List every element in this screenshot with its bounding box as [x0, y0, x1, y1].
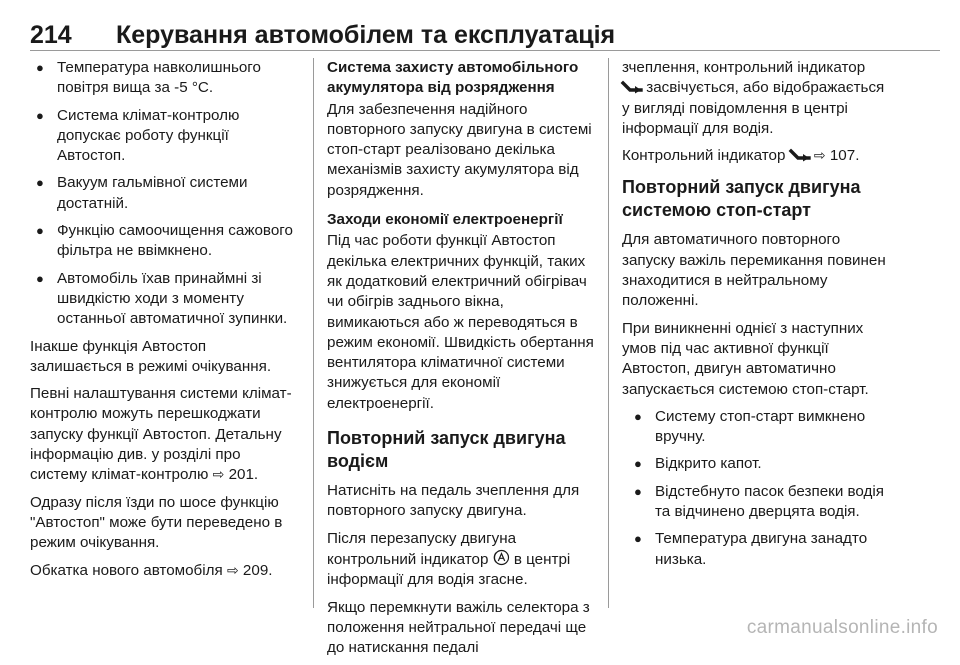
- page-title: Керування автомобілем та експлуатація: [116, 21, 616, 49]
- section-heading: Система захисту автомобільного акумулятора від розрядження: [327, 59, 579, 97]
- page-ref-arrow-icon: ⇨: [212, 467, 225, 484]
- conditions-list: [30, 58, 300, 330]
- paragraph: Для автоматичного повторного запуску важіль перемикання повинен знаходитися в нейтральному положенні.: [622, 231, 886, 310]
- section-heading-large: Повторний запуск двигуна системою стоп-старт: [622, 177, 861, 221]
- column-1: [30, 58, 300, 588]
- paragraph: Для забезпечення надійного повторного запуску двигуна в системі стоп-старт реалізовано декілька механізмів захисту акумулятора від розрядження.: [327, 100, 592, 199]
- paragraph: Якщо перемкнути важіль селектора з положення нейтральної передачі ще до натискання педалі: [327, 598, 590, 657]
- list-item: ● Відкрито капот.: [622, 454, 887, 474]
- page-ref-link[interactable]: 209.: [242, 561, 273, 579]
- page-ref-arrow-icon: ⇨: [226, 562, 239, 579]
- paragraph: Одразу після їзди по шосе функцію "Автостоп" може бути переведено в режим очікування.: [30, 493, 283, 552]
- page-ref-link[interactable]: 107.: [829, 147, 860, 165]
- paragraph: Після перезапуску двигуна контрольний індикатор в центрі інформації для водія згасне.: [327, 529, 571, 589]
- paragraph: зчеплення, контрольний індикатор засвічується, або відображається у вигляді повідомлення в центрі інформації для водія.: [622, 59, 885, 137]
- page-header: [30, 8, 940, 50]
- list-item: ● Температура навколишнього повітря вища за -5 °C.: [30, 58, 300, 99]
- column-divider-2: [608, 58, 609, 608]
- restart-conditions-list: [622, 407, 887, 570]
- gear-shift-indicator-icon: [622, 80, 642, 94]
- list-item: ● Відстебнуто пасок безпеки водія та відчинено дверцята водія.: [622, 482, 887, 523]
- section-heading: Заходи економії електроенергії: [327, 211, 563, 229]
- page-ref-link[interactable]: 201.: [228, 466, 259, 484]
- autostop-indicator-icon: [493, 549, 510, 566]
- page-number: 214: [30, 21, 72, 49]
- paragraph: Контрольний індикатор ⇨ 107.: [622, 147, 860, 165]
- paragraph: Інакше функція Автостоп залишається в режимі очікування.: [30, 337, 272, 375]
- paragraph: Під час роботи функції Автостоп декілька електричних функцій, таких як додатковий електричний обігрівач чи обігрів заднього вікна, вимикаються або ж переводяться в режим економії. Швидкість обертання вентилятора кліматичної системи знижується для економії електроенергії.: [327, 232, 594, 412]
- list-item: ● Автомобіль їхав принаймні зі швидкістю ходи з моменту останньої автоматичної зупинки.: [30, 269, 300, 330]
- section-heading-large: Повторний запуск двигуна водієм: [327, 428, 566, 472]
- list-item: ● Функцію самоочищення сажового фільтра не ввімкнено.: [30, 221, 300, 262]
- header-divider: [30, 50, 940, 51]
- watermark: carmanualsonline.info: [746, 617, 938, 638]
- gear-shift-indicator-icon: [790, 148, 810, 162]
- list-item: ● Система клімат-контролю допускає роботу функції Автостоп.: [30, 106, 300, 167]
- column-3: [622, 58, 887, 577]
- column-divider-1: [313, 58, 314, 608]
- column-2: [327, 58, 595, 665]
- page-ref-arrow-icon: ⇨: [813, 148, 826, 165]
- paragraph: При виникненні однієї з наступних умов під час активної функції Автостоп, двигун автоматично запускається системою стоп-старт.: [622, 319, 869, 398]
- paragraph: Обкатка нового автомобіля ⇨ 209.: [30, 561, 273, 579]
- paragraph: Натисніть на педаль зчеплення для повторного запуску двигуна.: [327, 482, 580, 520]
- paragraph: Певні налаштування системи клімат-контролю можуть перешкоджати запуску функції Автостоп. Детальну інформацію див. у розділі про систему клімат-контролю ⇨ 201.: [30, 385, 292, 484]
- list-item: ● Температура двигуна занадто низька.: [622, 529, 887, 570]
- list-item: ● Вакуум гальмівної системи достатній.: [30, 173, 300, 214]
- list-item: ● Систему стоп-старт вимкнено вручну.: [622, 407, 887, 448]
